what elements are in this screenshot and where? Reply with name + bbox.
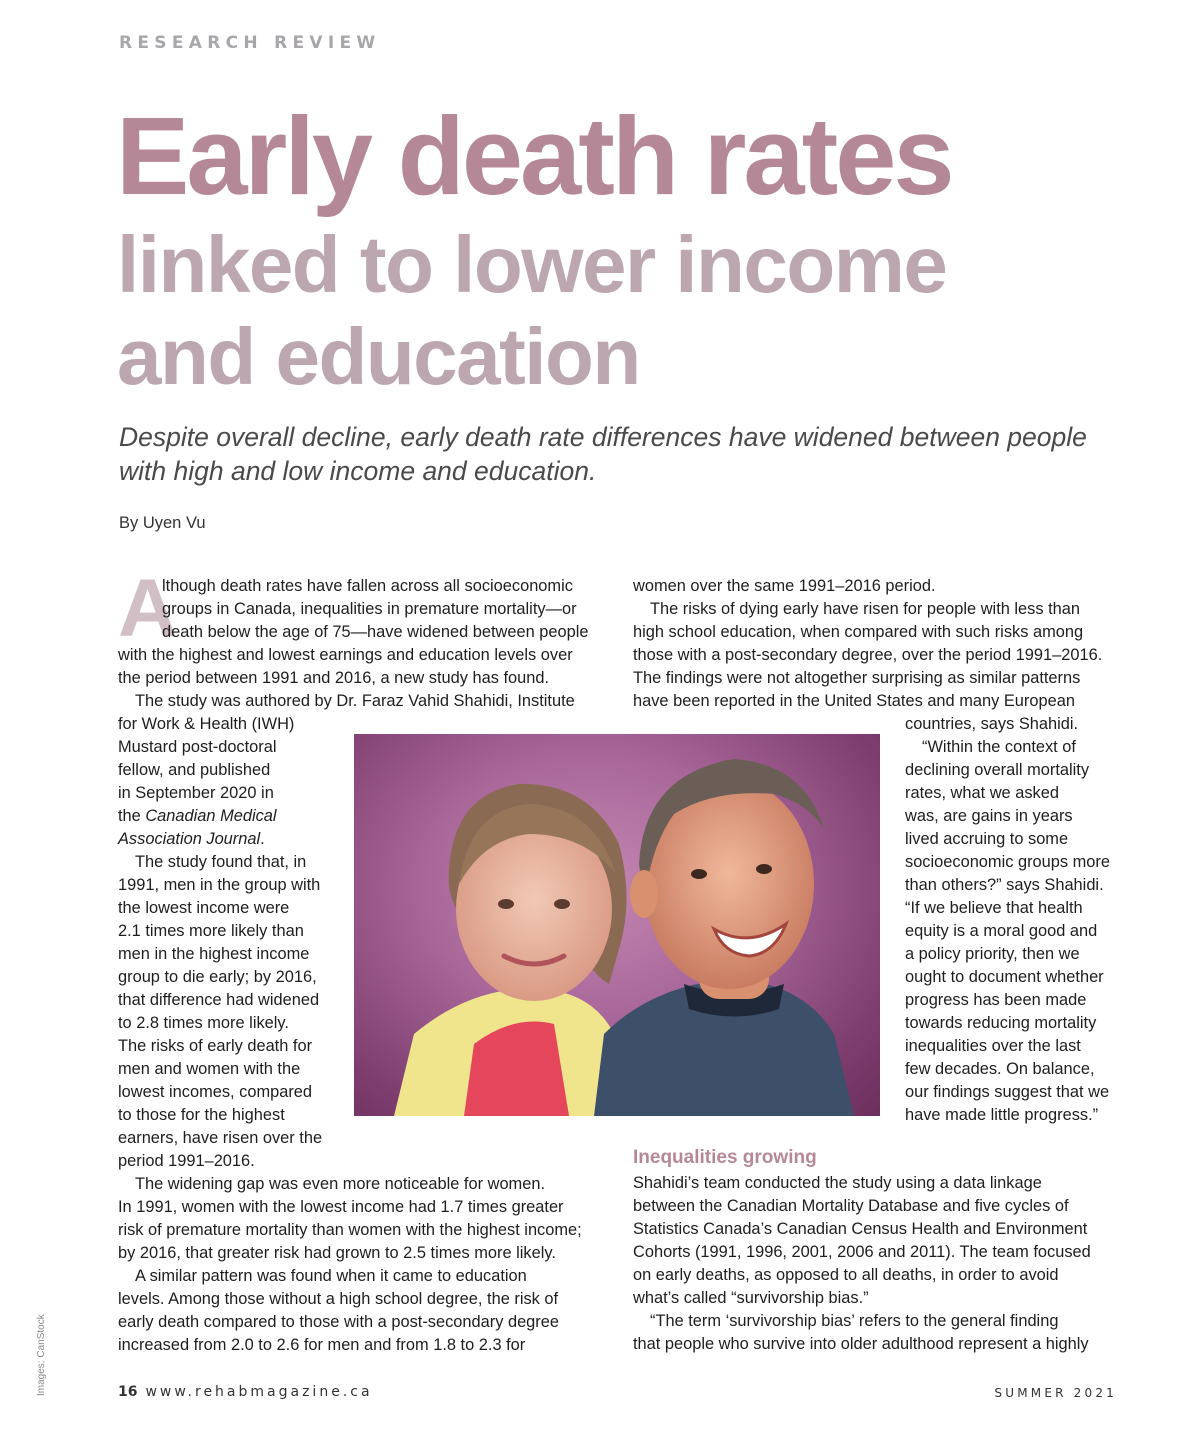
text-line: Shahidi’s team conducted the study using a data linkage — [633, 1174, 1042, 1192]
couple-illustration — [354, 734, 880, 1116]
text-line: that difference had widened — [118, 991, 320, 1009]
issue-label: SUMMER 2021 — [994, 1386, 1117, 1400]
text-line: A similar pattern was found when it came to education — [135, 1267, 527, 1285]
text-line: progress has been made — [905, 991, 1087, 1009]
website-link[interactable]: www.rehabmagazine.ca — [145, 1384, 373, 1400]
text-line: Association Journal. — [118, 830, 265, 848]
text-line: by 2016, that greater risk had grown to 2.5 times more likely. — [118, 1244, 556, 1262]
text-line: Mustard post-doctoral — [118, 738, 277, 756]
text-line: early death compared to those with a post-secondary degree — [118, 1313, 559, 1331]
text-line: rates, what we asked — [905, 784, 1059, 802]
text-line: that people who survive into older adulthood represent a highly — [633, 1335, 1089, 1353]
text-line: risk of premature mortality than women with the highest income; — [118, 1221, 582, 1239]
right-narrow-column — [905, 713, 1110, 1127]
text-line: have made little progress.” — [905, 1106, 1099, 1124]
drop-cap: A — [118, 563, 178, 654]
text-line: men in the highest income — [118, 945, 310, 963]
text-line: equity is a moral good and — [905, 922, 1098, 940]
text-line: In 1991, women with the lowest income had 1.7 times greater — [118, 1198, 564, 1216]
text-line: lived accruing to some — [905, 830, 1069, 848]
text-line: levels. Among those without a high school degree, the risk of — [118, 1290, 559, 1308]
subhead-inequalities-growing: Inequalities growing — [633, 1147, 817, 1168]
right-column — [633, 575, 1123, 713]
text-line: lowest incomes, compared — [118, 1083, 313, 1101]
text-line: “The term ‘survivorship bias’ refers to the general finding — [650, 1312, 1059, 1330]
text-line: those with a post-secondary degree, over the period 1991–2016. — [633, 646, 1103, 664]
text-line: death below the age of 75—have widened between people — [162, 623, 589, 641]
article-photo — [354, 734, 880, 1116]
headline-line-3: and education — [117, 312, 640, 401]
text-line: 1991, men in the group with — [118, 876, 321, 894]
image-credit: Images: CanStock — [36, 1314, 47, 1396]
text-line: inequalities over the last — [905, 1037, 1081, 1055]
text-line: in September 2020 in — [118, 784, 274, 802]
text-line: was, are gains in years — [905, 807, 1073, 825]
text-line: “If we believe that health — [905, 899, 1083, 917]
text-line: to 2.8 times more likely. — [118, 1014, 289, 1032]
text-line: earners, have risen over the — [118, 1129, 323, 1147]
text-line: for Work & Health (IWH) — [118, 715, 295, 733]
text-line: socioeconomic groups more — [905, 853, 1110, 871]
text-line: our findings suggest that we — [905, 1083, 1110, 1101]
text-line: Cohorts (1991, 1996, 2001, 2006 and 2011). The team focused — [633, 1243, 1091, 1261]
text-line: The study was authored by Dr. Faraz Vahid Shahidi, Institute — [135, 692, 575, 710]
text-line: women over the same 1991–2016 period. — [633, 577, 936, 595]
page-number: 16 — [118, 1384, 138, 1400]
text-line: a policy priority, then we — [905, 945, 1080, 963]
right-bottom-column — [633, 1172, 1091, 1356]
text-line: towards reducing mortality — [905, 1014, 1097, 1032]
text-line: The widening gap was even more noticeable for women. — [135, 1175, 545, 1193]
text-line: The risks of early death for — [118, 1037, 313, 1055]
journal-name: Canadian Medical — [145, 807, 277, 825]
text-line: fellow, and published — [118, 761, 271, 779]
text-line: The risks of dying early have risen for people with less than — [650, 600, 1081, 618]
text-line: to those for the highest — [118, 1106, 285, 1124]
section-label: RESEARCH REVIEW — [119, 33, 381, 53]
text-line: between the Canadian Mortality Database and five cycles of — [633, 1197, 1069, 1215]
text-line: the Canadian Medical — [118, 807, 277, 825]
text-line: declining overall mortality — [905, 761, 1090, 779]
text-line: groups in Canada, inequalities in premature mortality—or — [162, 600, 577, 618]
text-line: on early deaths, as opposed to all deaths, in order to avoid — [633, 1266, 1059, 1284]
text-line: with the highest and lowest earnings and education levels over — [118, 646, 573, 664]
footer-left — [118, 1384, 373, 1400]
article-deck: Despite overall decline, early death rate differences have widened between people with high and low income and education. — [119, 422, 1087, 486]
text-line: period 1991–2016. — [118, 1152, 255, 1170]
text-line: ought to document whether — [905, 968, 1104, 986]
text-line: countries, says Shahidi. — [905, 715, 1079, 733]
text-line: the period between 1991 and 2016, a new study has found. — [118, 669, 550, 687]
headline-line-2: linked to lower income — [117, 220, 947, 309]
text-line: “Within the context of — [922, 738, 1076, 756]
text-line: have been reported in the United States and many European — [633, 692, 1075, 710]
text-line: men and women with the — [118, 1060, 301, 1078]
text-line: The study found that, in — [135, 853, 307, 871]
text-line: high school education, when compared with such risks among — [633, 623, 1084, 641]
text-line: what’s called “survivorship bias.” — [633, 1289, 869, 1307]
text-line: few decades. On balance, — [905, 1060, 1095, 1078]
text-line: the lowest income were — [118, 899, 290, 917]
text-line: than others?” says Shahidi. — [905, 876, 1104, 894]
text-line: The findings were not altogether surprising as similar patterns — [633, 669, 1081, 687]
text-line: lthough death rates have fallen across all socioeconomic — [162, 577, 573, 595]
text-line: 2.1 times more likely than — [118, 922, 304, 940]
journal-name: Association Journal — [118, 830, 261, 848]
byline: By Uyen Vu — [119, 514, 206, 532]
text-line: Statistics Canada’s Canadian Census Health and Environment — [633, 1220, 1088, 1238]
text-line: increased from 2.0 to 2.6 for men and from 1.8 to 2.3 for — [118, 1336, 526, 1354]
text-line: group to die early; by 2016, — [118, 968, 317, 986]
headline-line-1: Early death rates — [116, 95, 952, 218]
